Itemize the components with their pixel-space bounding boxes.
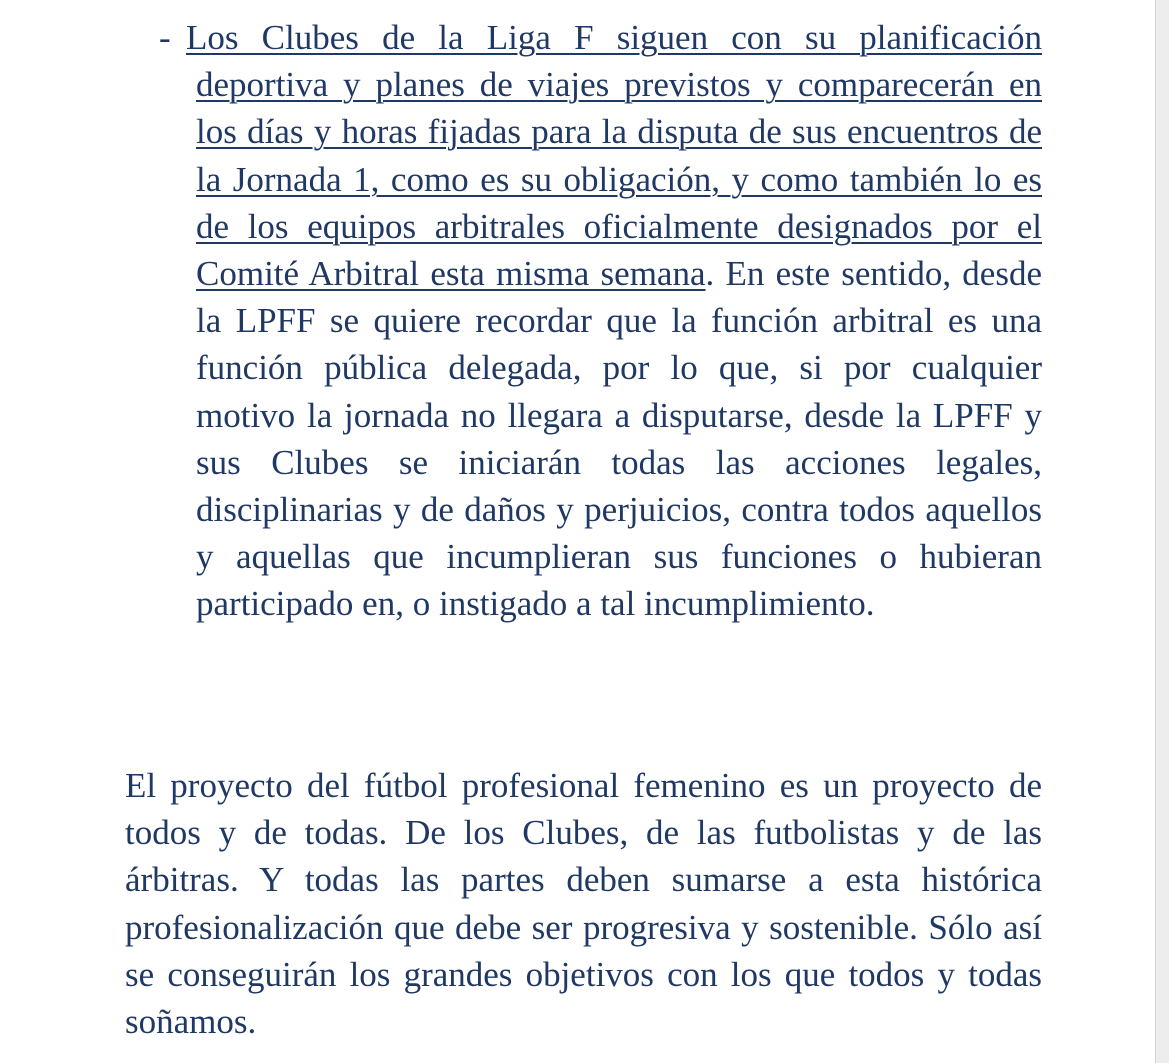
page-edge: [1155, 0, 1169, 1063]
closing-paragraph: El proyecto del fútbol profesional femenino es un proyecto de todos y de todas. De los Clubes, de las futbolistas y de las árbitras. Y todas las partes deben sumarse a esta histórica profesionalización que debe ser progresiva y sostenible. Sólo así se conseguirán los grandes objetivos con los que todos y todas soñamos.: [125, 766, 1042, 1042]
bullet-list-item: [159, 14, 1043, 628]
underlined-statement: Los Clubes de la Liga F siguen con su planificación deportiva y planes de viajes previstos y comparecerán en los días y horas fijadas para la disputa de sus encuentros de la Jornada 1, como es su obligación, y como también lo es de los equipos arbitrales oficialmente designados por el Comité Arbitral esta misma semana: [186, 18, 1042, 294]
bullet-marker: -: [159, 18, 171, 57]
bullet-continuation-text: . En este sentido, desde la LPFF se quiere recordar que la función arbitral es una función pública delegada, por lo que, si por cualquier motivo la jornada no llegara a disputarse, desde la LPFF y sus Clubes se iniciarán todas las acciones legales, disciplinarias y de daños y perjuicios, contra todos aquellos y aquellas que incumplieran sus funciones o hubieran participado en, o instigado a tal incumplimiento.: [196, 254, 1043, 624]
